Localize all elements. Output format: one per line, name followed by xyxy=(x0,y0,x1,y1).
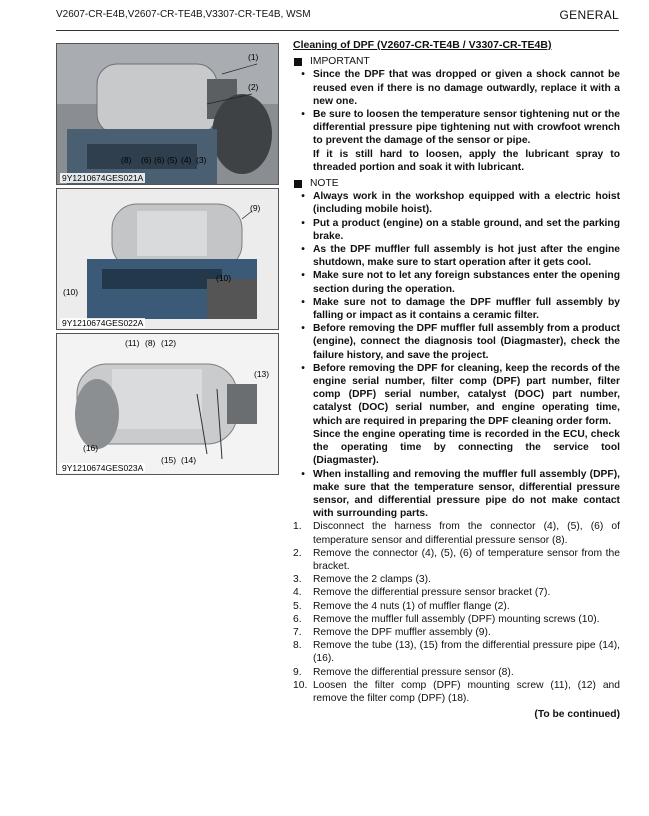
step-item: 8. Remove the tube (13), (15) from the differential pressure pipe (14), (16). xyxy=(293,640,620,665)
note-item: • Always work in the workshop equipped with a electric hoist (including mobile hoist). xyxy=(301,191,620,216)
note-item: • Put a product (engine) on a stable ground, and set the parking brake. xyxy=(301,217,620,242)
callout-8: (8) xyxy=(121,155,132,165)
header-models: V2607-CR-E4B,V2607-CR-TE4B,V3307-CR-TE4B, WSM xyxy=(56,9,311,20)
note-item: • As the DPF muffler full assembly is hot just after the engine shutdown, make sure to start operation after it gets cool. xyxy=(301,244,620,269)
step-item: 5. Remove the 4 nuts (1) of muffler flange (2). xyxy=(293,600,510,612)
note-item: • Before removing the DPF muffler full assembly from a product (engine), connect the diagnosis tool (Diagmaster), check the failure history, and save the project. xyxy=(301,323,620,361)
important-item: • Since the DPF that was dropped or given a shock cannot be reused even if there is no damage outwardly, replace it with a new one. xyxy=(301,69,620,107)
step-item: 9. Remove the differential pressure sensor (8). xyxy=(293,666,514,678)
square-bullet-icon xyxy=(294,58,302,66)
note-item: • Make sure not to let any foreign substances enter the opening section during the operation. xyxy=(301,270,620,295)
header-section: GENERAL xyxy=(559,8,619,22)
step-item: 7. Remove the DPF muffler assembly (9). xyxy=(293,626,491,638)
procedure-column xyxy=(293,39,620,721)
important-item: • Be sure to loosen the temperature sensor tightening nut or the differential pressure pipe tightening nut with crowfoot wrench to prevent the damage of the sensor or pipe. xyxy=(301,109,620,147)
photo-caption: 9Y1210674GES023A xyxy=(62,463,144,473)
callout-10a: (10) xyxy=(63,287,79,297)
step-item: 4. Remove the differential pressure sensor bracket (7). xyxy=(293,587,551,599)
note-extra: Since the engine operating time is recorded in the ECU, check the operating time by connecting the service tool (Diagmaster). xyxy=(313,428,620,467)
step-item: 6. Remove the muffler full assembly (DPF) mounting screws (10). xyxy=(293,613,600,625)
note-heading xyxy=(293,177,620,190)
callout-14: (14) xyxy=(181,455,197,465)
important-label: IMPORTANT xyxy=(310,56,370,68)
callout-5: (5) xyxy=(167,155,178,165)
callout-12: (12) xyxy=(161,338,177,348)
photo-caption: 9Y1210674GES021A xyxy=(62,173,144,183)
callout-9: (9) xyxy=(250,203,261,213)
step-item: 2. Remove the connector (4), (5), (6) of temperature sensor from the bracket. xyxy=(293,547,620,572)
callout-2: (2) xyxy=(248,82,259,92)
callout-15: (15) xyxy=(161,455,177,465)
callout-4: (4) xyxy=(181,155,192,165)
square-bullet-icon xyxy=(294,180,302,188)
photo-caption: 9Y1210674GES022A xyxy=(62,318,144,328)
callout-11: (11) xyxy=(125,338,140,348)
callout-16: (16) xyxy=(83,443,99,453)
note-item: • Make sure not to damage the DPF muffler full assembly by falling or impact as it contains a ceramic filter. xyxy=(301,296,620,322)
callout-10b: (10) xyxy=(216,273,232,283)
section-title: Cleaning of DPF (V2607-CR-TE4B / V3307-CR-TE4B) xyxy=(293,39,552,51)
callout-3: (3) xyxy=(196,155,207,165)
engine-photo-2-image xyxy=(57,189,278,329)
continued-label: (To be continued) xyxy=(534,709,620,721)
note-item: • When installing and removing the muffler full assembly (DPF), make sure that the temperature sensor, differential pressure sensor, and differential pressure pipe do not make contact with surrounding parts. xyxy=(301,468,620,520)
step-item: 10. Loosen the filter comp (DPF) mounting screw (11), (12) and remove the filter comp (DPF) (18). xyxy=(293,679,620,704)
header-rule xyxy=(56,30,619,31)
photo-engine-side xyxy=(56,188,279,330)
step-item: 1. Disconnect the harness from the connector (4), (5), (6) of temperature sensor and differential pressure sensor (8). xyxy=(293,521,620,546)
callout-13: (13) xyxy=(254,369,270,379)
note-item: • Before removing the DPF for cleaning, keep the records of the engine serial number, filter comp (DPF) part number, filter comp (DPF) serial number, catalyst (DOC) part number, catalyst (DOC) serial number, and engine operating time, which are required in preparing the DPF cleaning order form. xyxy=(301,362,620,427)
callout-6b: (6) xyxy=(154,155,165,165)
important-heading xyxy=(293,55,620,68)
engine-photo-3-image xyxy=(57,334,278,474)
callout-6a: (6) xyxy=(141,155,152,165)
important-extra: If it is still hard to loosen, apply the lubricant spray to threaded portion and soak it with lubricant. xyxy=(313,148,620,173)
callout-8: (8) xyxy=(145,338,156,348)
step-item: 3. Remove the 2 clamps (3). xyxy=(293,574,431,586)
note-label: NOTE xyxy=(310,178,339,190)
callout-1: (1) xyxy=(248,52,259,62)
photo-engine-top xyxy=(56,43,279,185)
photo-dpf-assembly xyxy=(56,333,279,475)
